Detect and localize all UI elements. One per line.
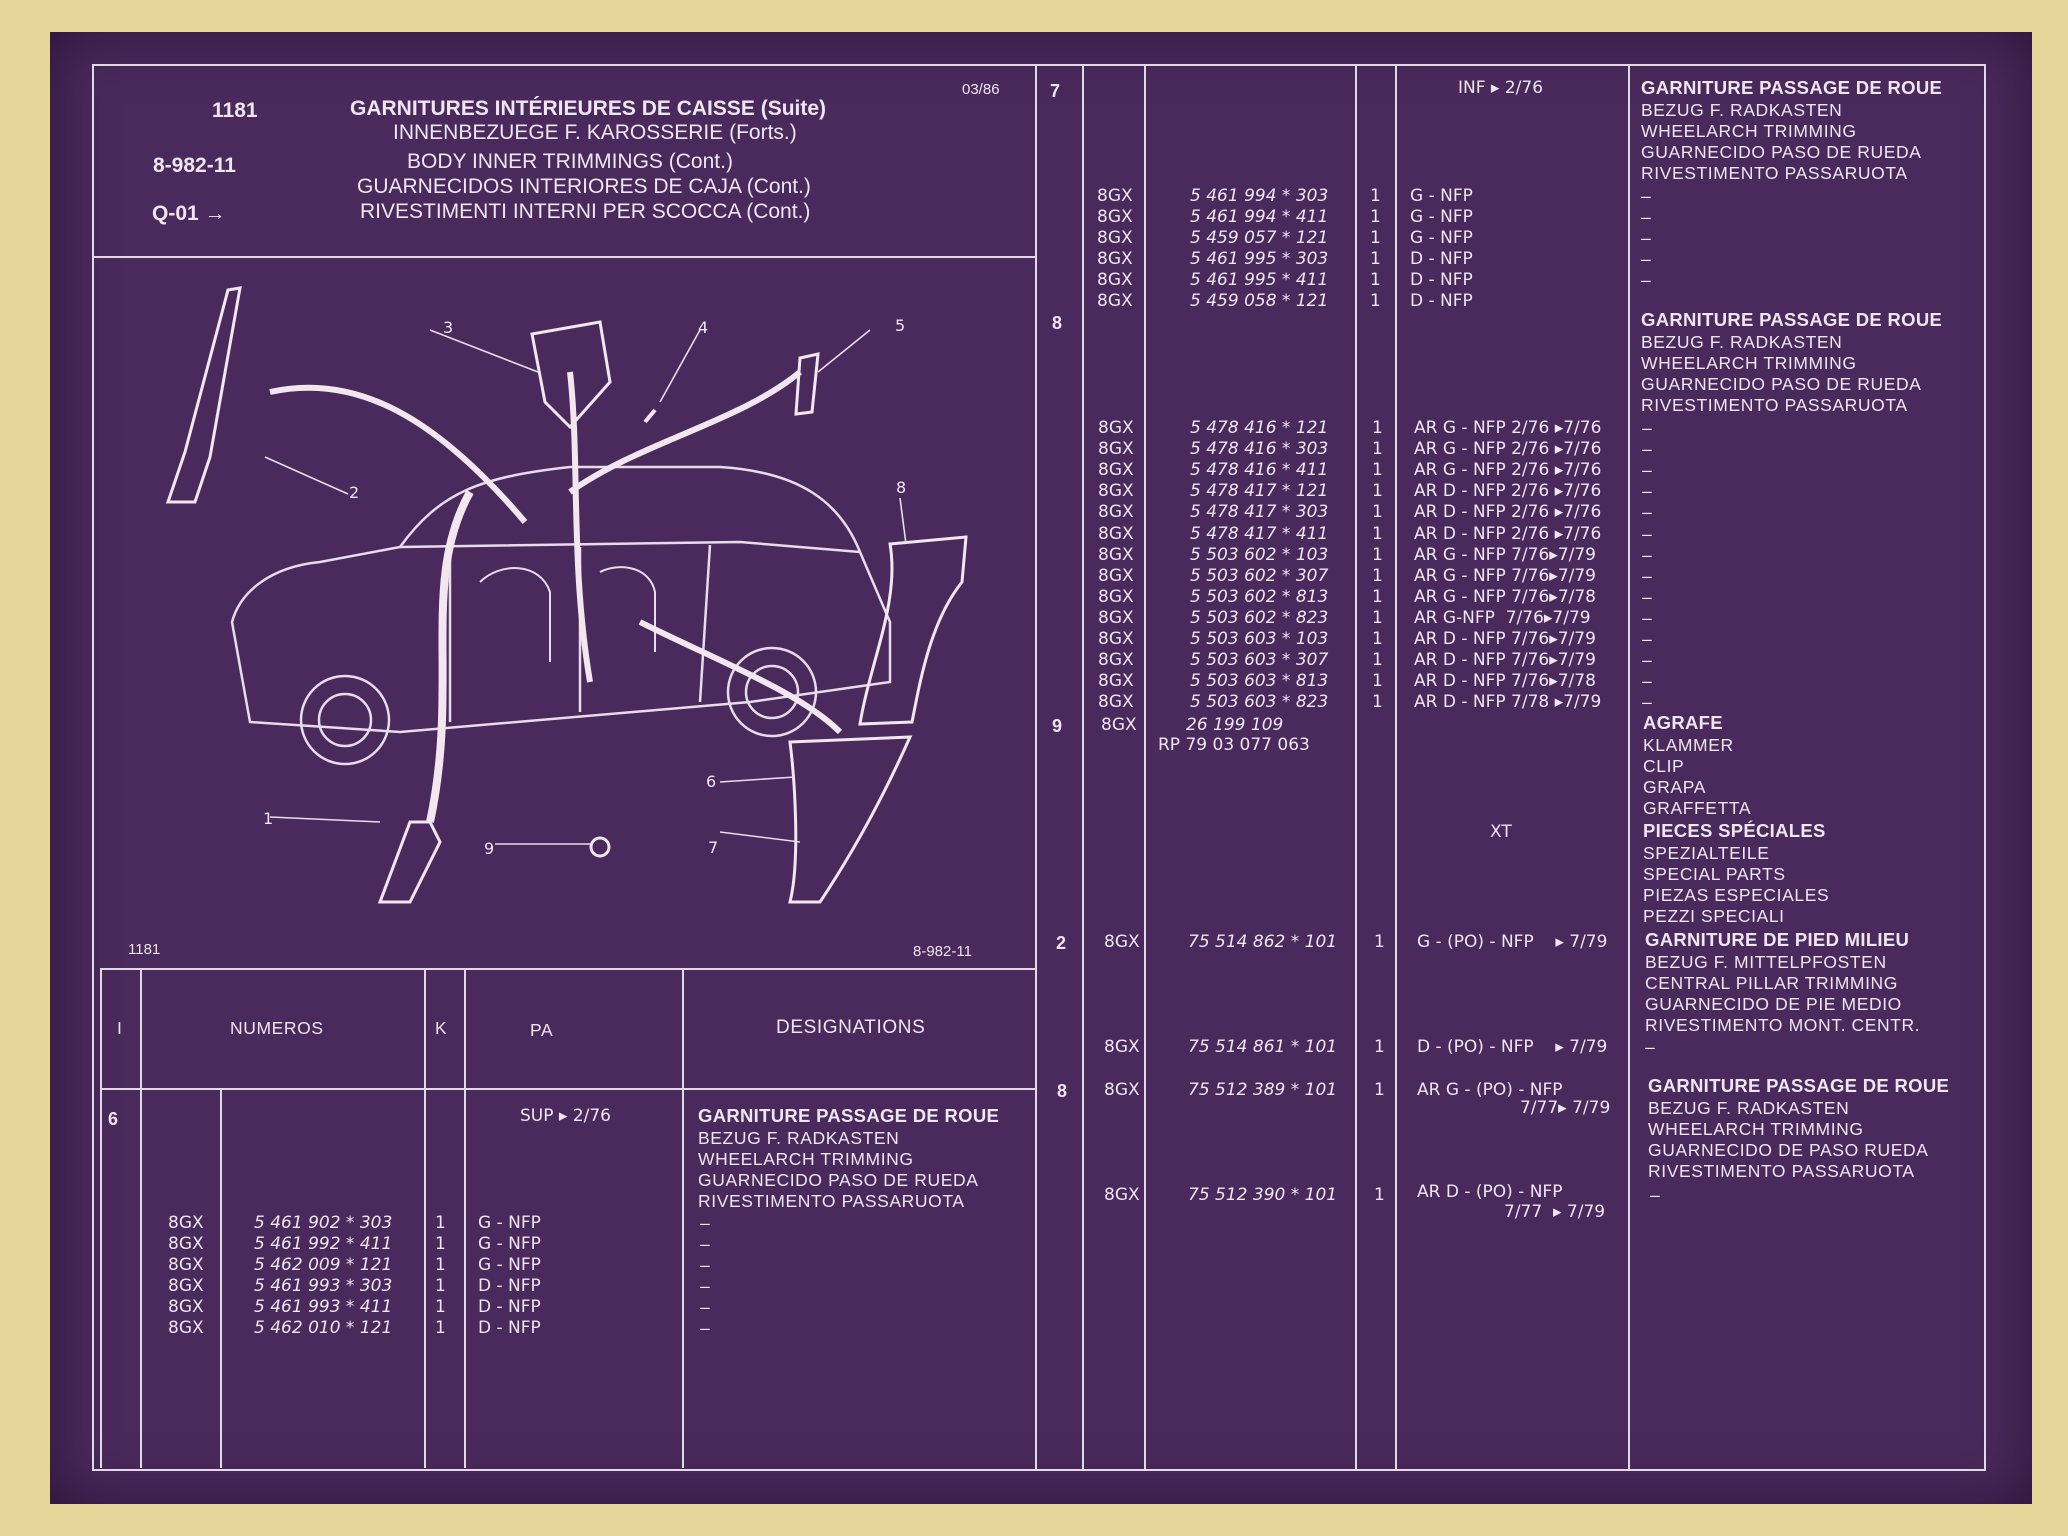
part-applicability: G - NFP (478, 1255, 541, 1275)
designation-line: WHEELARCH TRIMMING (1648, 1119, 1864, 1139)
part-number: 5 478 416 * 411 (1190, 460, 1329, 481)
part-applicability: D - NFP (1410, 291, 1473, 311)
designation-line: RIVESTIMENTO PASSARUOTA (1641, 395, 1908, 415)
part-number: 5 461 992 * 411 (254, 1234, 393, 1254)
part-designation: – (1641, 207, 1652, 227)
part-quantity: 1 (1370, 186, 1381, 206)
part-quantity: 1 (1372, 502, 1383, 523)
designation-line: BEZUG F. RADKASTEN (1641, 100, 1843, 120)
exploded-view-diagram (100, 262, 1030, 952)
part-number: 5 503 602 * 307 (1190, 565, 1329, 586)
designation-line: PEZZI SPECIALI (1643, 906, 1785, 926)
part-designation: – (1642, 607, 1653, 628)
sec8b-row2-pa2: 7/77 ▸ 7/79 (1504, 1202, 1606, 1222)
part-prefix: 8GX (168, 1318, 204, 1338)
part-number: 5 461 994 * 411 (1190, 207, 1329, 227)
part-number: 5 462 010 * 121 (254, 1318, 393, 1338)
part-prefix: 8GX (1097, 291, 1133, 311)
part-4-screw (645, 410, 655, 422)
part-designation: – (1642, 481, 1653, 502)
part-quantity: 1 (435, 1234, 446, 1254)
part-prefix: 8GX (1097, 249, 1133, 269)
part-applicability: AR D - NFP 7/76▸7/78 (1414, 671, 1596, 692)
trim-curve-left (270, 388, 525, 522)
part-prefix: 8GX (1098, 502, 1134, 523)
part-number: 5 461 993 * 303 (254, 1276, 393, 1296)
part-number: 5 461 995 * 303 (1190, 249, 1329, 269)
part-prefix: 8GX (1097, 228, 1133, 248)
part-number: 5 461 902 * 303 (254, 1213, 393, 1233)
car-interior-seats (480, 567, 655, 662)
part-number: 5 478 417 * 121 (1190, 481, 1329, 502)
sec2-row1-num: 75 514 862 * 101 (1188, 932, 1338, 952)
part-number: 5 461 995 * 411 (1190, 270, 1329, 290)
part-applicability: AR G - NFP 2/76 ▸7/76 (1414, 439, 1602, 460)
designation-line: WHEELARCH TRIMMING (1641, 121, 1857, 141)
part-6-7-wheelarch (790, 737, 910, 902)
part-applicability: AR D - NFP 7/78 ▸7/79 (1414, 692, 1602, 713)
part-quantity: 1 (1372, 671, 1383, 692)
part-number: 5 478 416 * 121 (1190, 418, 1329, 438)
part-quantity: 1 (1372, 650, 1383, 671)
part-prefix: 8GX (168, 1234, 204, 1254)
col-header-pa: PA (530, 1020, 554, 1040)
part-2-pillar (168, 288, 240, 502)
right-col-d (1395, 64, 1397, 1469)
part-applicability: G - NFP (478, 1234, 541, 1254)
callout-1: 1 (263, 809, 274, 828)
sec8b-index: 8 (1057, 1081, 1068, 1101)
part-1-trim (380, 822, 440, 902)
callout-9: 9 (484, 839, 495, 858)
sec9-part-number-2: RP 79 03 077 063 (1158, 735, 1310, 755)
part-designation: – (700, 1297, 711, 1317)
front-wheel (301, 676, 389, 764)
sec7-pa-top: INF ▸ 2/76 (1458, 78, 1544, 98)
sec9-index: 9 (1052, 716, 1063, 736)
part-prefix: 8GX (1098, 523, 1134, 544)
sec2-row2-num: 75 514 861 * 101 (1188, 1037, 1338, 1057)
part-prefix: 8GX (168, 1297, 204, 1317)
part-quantity: 1 (1372, 586, 1383, 607)
part-applicability: AR G - NFP 7/76▸7/79 (1414, 544, 1596, 565)
callout-8: 8 (896, 478, 907, 497)
part-prefix: 8GX (1098, 439, 1134, 460)
sec2-row1-pa: G - (PO) - NFP ▸ 7/79 (1417, 932, 1608, 952)
part-applicability: AR G - NFP 2/76 ▸7/76 (1414, 418, 1602, 438)
part-designation: – (1642, 439, 1653, 460)
part-applicability: D - NFP (478, 1276, 541, 1296)
part-applicability: D - NFP (478, 1318, 541, 1338)
designation-line: GARNITURE PASSAGE DE ROUE (698, 1105, 1000, 1126)
sec8-index: 8 (1052, 313, 1063, 333)
table-header-top-line (100, 968, 1037, 970)
part-quantity: 1 (1372, 523, 1383, 544)
right-col-e (1628, 64, 1630, 1469)
part-prefix: 8GX (1097, 186, 1133, 206)
part-prefix: 8GX (1098, 481, 1134, 502)
part-applicability: AR D - NFP 2/76 ▸7/76 (1414, 481, 1602, 502)
part-designation: – (1642, 650, 1653, 671)
designation-line: RIVESTIMENTO PASSARUOTA (1641, 163, 1908, 183)
col-header-designations: DESIGNATIONS (776, 1017, 926, 1038)
callout-4: 4 (698, 318, 709, 337)
part-quantity: 1 (1372, 460, 1383, 481)
designation-line: KLAMMER (1643, 735, 1734, 755)
sec9-prefix: 8GX (1101, 715, 1137, 735)
part-designation: – (700, 1213, 711, 1233)
part-number: 5 461 994 * 303 (1190, 186, 1329, 206)
center-divider (1035, 64, 1037, 1469)
part-quantity: 1 (1372, 418, 1383, 438)
xt-pa: XT (1490, 822, 1512, 842)
part-designation: – (1642, 629, 1653, 649)
sec2-row2-k: 1 (1374, 1037, 1385, 1057)
part-prefix: 8GX (168, 1276, 204, 1296)
callout-7: 7 (708, 838, 719, 857)
sec2-row2-pa: D - (PO) - NFP ▸ 7/79 (1417, 1037, 1608, 1057)
left-sec6-index: 6 (108, 1109, 119, 1129)
part-designation: – (1641, 270, 1652, 290)
designation-line: AGRAFE (1643, 712, 1723, 733)
left-sec6-pa-top: SUP ▸ 2/76 (520, 1106, 612, 1126)
sec8b-row1-pa: AR G - (PO) - NFP (1417, 1080, 1563, 1100)
designation-line: GARNITURE PASSAGE DE ROUE (1641, 77, 1943, 98)
title-es: GUARNECIDOS INTERIORES DE CAJA (Cont.) (357, 175, 811, 198)
title-en: BODY INNER TRIMMINGS (Cont.) (407, 150, 733, 173)
part-designation: – (1641, 249, 1652, 269)
designation-line: GRAFFETTA (1643, 798, 1752, 818)
designation-line: GRAPA (1643, 777, 1706, 797)
part-designation: – (1642, 586, 1653, 607)
left-col-designations (682, 968, 684, 1468)
part-applicability: AR G - NFP 2/76 ▸7/76 (1414, 460, 1602, 481)
sec2-row1-k: 1 (1374, 932, 1385, 952)
title-de: INNENBEZUEGE F. KAROSSERIE (Forts.) (393, 121, 797, 144)
sec8b-row2-num: 75 512 390 * 101 (1188, 1185, 1338, 1205)
designation-line: BEZUG F. RADKASTEN (1641, 332, 1843, 352)
part-designation: – (700, 1276, 711, 1296)
left-col-i (100, 968, 102, 1468)
part-applicability: D - NFP (1410, 270, 1473, 290)
part-number: 5 478 416 * 303 (1190, 439, 1329, 460)
part-prefix: 8GX (1098, 671, 1134, 692)
left-col-numeros-a (140, 968, 142, 1468)
sec2-row2-designation: – (1645, 1037, 1656, 1057)
left-col-numeros-b (220, 1088, 222, 1468)
part-number: 5 503 602 * 813 (1190, 586, 1329, 607)
part-prefix: 8GX (1098, 629, 1134, 649)
part-number: 5 461 993 * 411 (254, 1297, 393, 1317)
part-quantity: 1 (1370, 228, 1381, 248)
rear-wheel (728, 648, 816, 736)
part-prefix: 8GX (1098, 692, 1134, 713)
part-prefix: 8GX (1098, 607, 1134, 628)
sec8b-row2-designation: – (1650, 1185, 1661, 1205)
part-prefix: 8GX (1097, 207, 1133, 227)
part-number: 5 503 603 * 813 (1190, 671, 1329, 692)
part-applicability: AR D - NFP 7/76▸7/79 (1414, 629, 1596, 649)
designation-line: RIVESTIMENTO PASSARUOTA (1648, 1161, 1915, 1181)
part-quantity: 1 (1372, 629, 1383, 649)
sec8b-row2-pa: AR D - (PO) - NFP (1417, 1182, 1563, 1202)
part-prefix: 8GX (168, 1255, 204, 1275)
designation-line: RIVESTIMENTO PASSARUOTA (698, 1191, 965, 1211)
part-prefix: 8GX (1098, 650, 1134, 671)
part-quantity: 1 (1372, 607, 1383, 628)
sec8b-row2-pre: 8GX (1104, 1185, 1140, 1205)
part-quantity: 1 (1370, 291, 1381, 311)
part-designation: – (700, 1255, 711, 1275)
part-number: 5 503 602 * 823 (1190, 607, 1329, 628)
part-designation: – (1642, 692, 1653, 713)
designation-line: GUARNECIDO PASO DE RUEDA (1641, 142, 1922, 162)
part-9-clip (591, 838, 609, 856)
part-prefix: 8GX (168, 1213, 204, 1233)
table-header-bottom-line (100, 1088, 1037, 1090)
part-quantity: 1 (435, 1255, 446, 1275)
part-prefix: 8GX (1098, 586, 1134, 607)
designation-line: GUARNECIDO DE PIE MEDIO (1645, 994, 1902, 1014)
title-it: RIVESTIMENTI INTERNI PER SCOCCA (Cont.) (360, 200, 811, 223)
designation-line: SPECIAL PARTS (1643, 864, 1786, 884)
part-designation: – (1642, 544, 1653, 565)
designation-line: BEZUG F. RADKASTEN (698, 1128, 900, 1148)
left-col-k (424, 968, 426, 1468)
callout-2: 2 (349, 483, 360, 502)
part-quantity: 1 (1372, 481, 1383, 502)
sec2-row2-pre: 8GX (1104, 1037, 1140, 1057)
car-body-outline (232, 467, 890, 732)
designation-line: GUARNECIDO PASO DE RUEDA (698, 1170, 979, 1190)
page-code: 1181 (212, 99, 258, 122)
part-applicability: AR G - NFP 7/76▸7/78 (1414, 586, 1596, 607)
part-designation: – (1641, 228, 1652, 248)
designation-line: PIEZAS ESPECIALES (1643, 885, 1830, 905)
part-applicability: AR G-NFP 7/76▸7/79 (1414, 607, 1591, 628)
callout-3: 3 (443, 318, 454, 337)
part-prefix: 8GX (1097, 270, 1133, 290)
designation-line: WHEELARCH TRIMMING (1641, 353, 1857, 373)
part-quantity: 1 (1370, 270, 1381, 290)
part-quantity: 1 (435, 1276, 446, 1296)
part-designation: – (1642, 523, 1653, 544)
part-5-trim (796, 354, 818, 414)
page-applic: Q-01 → (152, 202, 226, 225)
part-designation: – (1642, 565, 1653, 586)
part-applicability: AR D - NFP 7/76▸7/79 (1414, 650, 1596, 671)
designation-line: GARNITURE DE PIED MILIEU (1645, 929, 1910, 950)
designation-line: BEZUG F. MITTELPFOSTEN (1645, 952, 1887, 972)
designation-line: GUARNECIDO DE PASO RUEDA (1648, 1140, 1929, 1160)
right-col-a (1082, 64, 1084, 1469)
sec9-part-number: 26 199 109 (1186, 715, 1284, 735)
sec8b-row1-num: 75 512 389 * 101 (1188, 1080, 1338, 1100)
part-designation: – (700, 1318, 711, 1338)
part-quantity: 1 (1370, 249, 1381, 269)
diagram-ref: 8-982-11 (913, 943, 972, 960)
part-prefix: 8GX (1098, 544, 1134, 565)
part-quantity: 1 (435, 1318, 446, 1338)
part-designation: – (1642, 671, 1653, 692)
callout-6: 6 (706, 772, 717, 791)
part-number: 5 478 417 * 303 (1190, 502, 1329, 523)
designation-line: GARNITURE PASSAGE DE ROUE (1641, 309, 1943, 330)
designation-line: PIECES SPÉCIALES (1643, 820, 1826, 841)
part-applicability: AR D - NFP 2/76 ▸7/76 (1414, 523, 1602, 544)
left-col-pa (464, 968, 466, 1468)
part-quantity: 1 (1370, 207, 1381, 227)
part-applicability: D - NFP (478, 1297, 541, 1317)
part-quantity: 1 (435, 1213, 446, 1233)
part-designation: – (1642, 418, 1653, 438)
part-designation: – (1642, 460, 1653, 481)
part-prefix: 8GX (1098, 565, 1134, 586)
sec8b-row2-k: 1 (1374, 1185, 1385, 1205)
designation-line: BEZUG F. RADKASTEN (1648, 1098, 1850, 1118)
part-designation: – (1642, 502, 1653, 523)
col-header-i: I (117, 1018, 123, 1038)
part-applicability: G - NFP (1410, 228, 1473, 248)
sec7-index: 7 (1050, 81, 1061, 101)
part-applicability: G - NFP (1410, 186, 1473, 206)
car-window-line (400, 542, 860, 552)
title-fr: GARNITURES INTÉRIEURES DE CAISSE (Suite) (350, 97, 827, 120)
designation-line: RIVESTIMENTO MONT. CENTR. (1645, 1015, 1921, 1035)
part-quantity: 1 (1372, 692, 1383, 713)
part-quantity: 1 (1372, 439, 1383, 460)
page-ref: 8-982-11 (153, 154, 236, 177)
diagram-code: 1181 (128, 941, 161, 958)
part-prefix: 8GX (1098, 418, 1134, 438)
part-number: 5 459 057 * 121 (1190, 228, 1329, 248)
part-applicability: G - NFP (1410, 207, 1473, 227)
part-number: 5 503 602 * 103 (1190, 544, 1329, 565)
sec2-index: 2 (1056, 933, 1067, 953)
part-applicability: D - NFP (1410, 249, 1473, 269)
part-prefix: 8GX (1098, 460, 1134, 481)
part-8-wheelarch (860, 537, 966, 724)
part-designation: – (700, 1234, 711, 1254)
callout-5: 5 (895, 316, 906, 335)
designation-line: GUARNECIDO PASO DE RUEDA (1641, 374, 1922, 394)
designation-line: SPEZIALTEILE (1643, 843, 1770, 863)
designation-line: GARNITURE PASSAGE DE ROUE (1648, 1075, 1950, 1096)
header-bottom-line (92, 256, 1037, 258)
part-quantity: 1 (1372, 544, 1383, 565)
part-number: 5 503 603 * 307 (1190, 650, 1329, 671)
sec2-row1-pre: 8GX (1104, 932, 1140, 952)
part-designation: – (1641, 186, 1652, 206)
designation-line: WHEELARCH TRIMMING (698, 1149, 914, 1169)
sec8b-row1-pa2: 7/77▸ 7/79 (1520, 1098, 1611, 1118)
part-applicability: AR G - NFP 7/76▸7/79 (1414, 565, 1596, 586)
part-applicability: G - NFP (478, 1213, 541, 1233)
sec8b-row1-k: 1 (1374, 1080, 1385, 1100)
col-header-numeros: NUMEROS (230, 1018, 324, 1038)
designation-line: CENTRAL PILLAR TRIMMING (1645, 973, 1899, 993)
part-number: 5 459 058 * 121 (1190, 291, 1329, 311)
part-number: 5 503 603 * 103 (1190, 629, 1329, 649)
page-date: 03/86 (962, 81, 1000, 98)
right-col-c (1355, 64, 1357, 1469)
right-col-b (1144, 64, 1146, 1469)
part-applicability: AR D - NFP 2/76 ▸7/76 (1414, 502, 1602, 523)
part-number: 5 478 417 * 411 (1190, 523, 1329, 544)
sec8b-row1-pre: 8GX (1104, 1080, 1140, 1100)
part-number: 5 503 603 * 823 (1190, 692, 1329, 713)
col-header-k: K (435, 1018, 448, 1038)
designation-line: CLIP (1643, 756, 1685, 776)
part-number: 5 462 009 * 121 (254, 1255, 393, 1275)
part-quantity: 1 (435, 1297, 446, 1317)
part-quantity: 1 (1372, 565, 1383, 586)
